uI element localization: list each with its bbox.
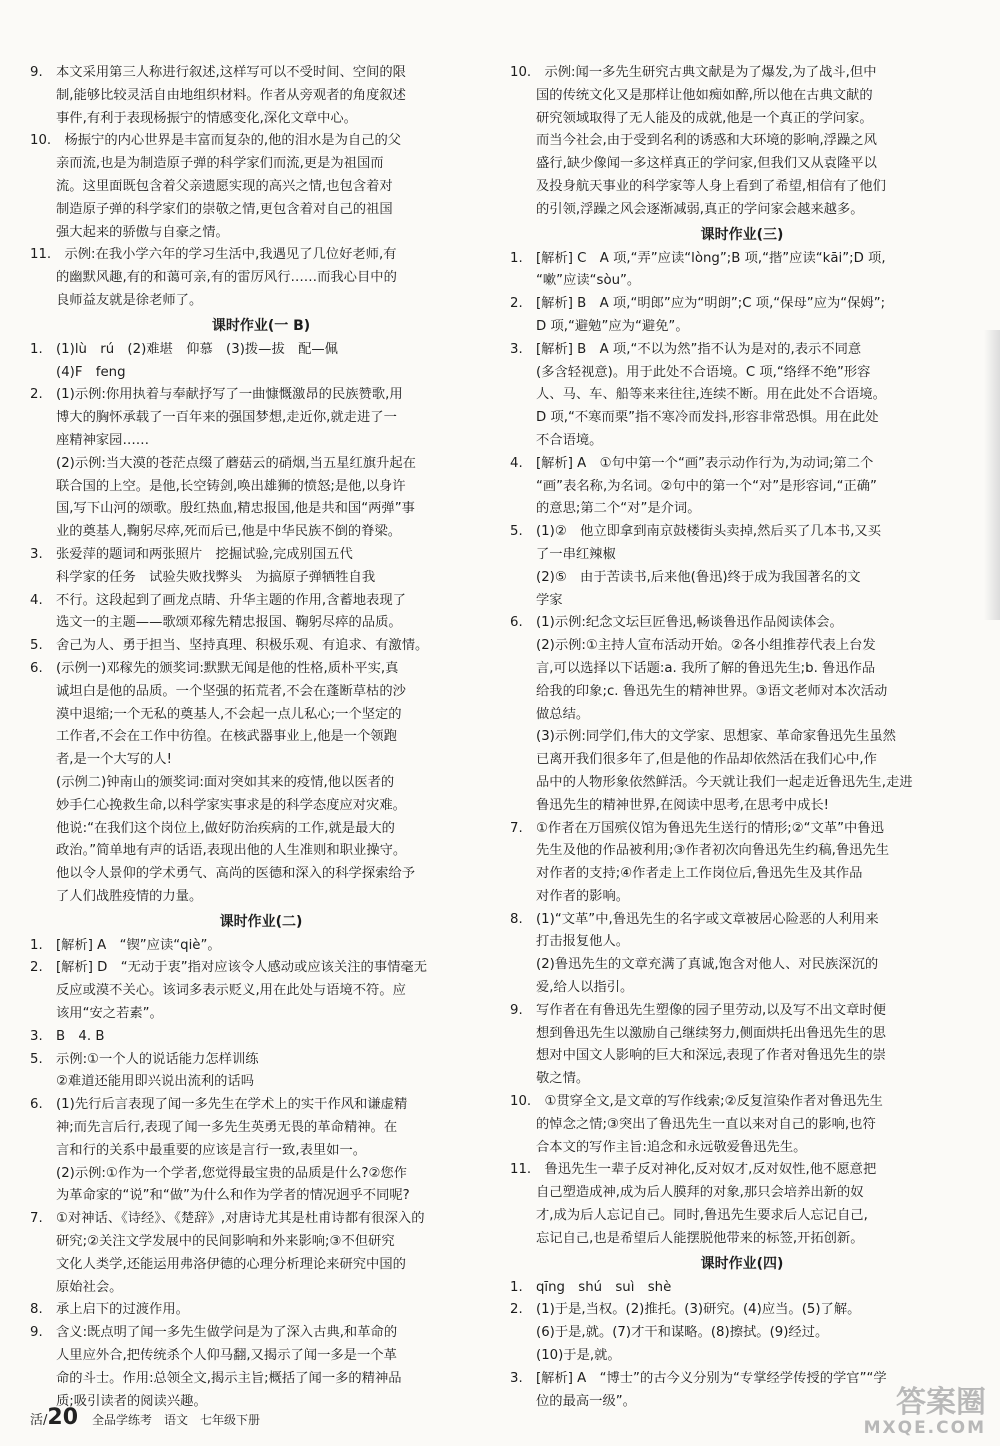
answer-line: D 项,“避勉”应为“避免”。 bbox=[536, 318, 689, 334]
answer-line: (6)于是,就。(7)才干和谋略。(8)擦拭。(9)经过。 bbox=[536, 1325, 829, 1341]
answer-line-first: 2. [解析] D “无动于衷”指对应该令人感动或应该关注的事情毫无 bbox=[30, 960, 428, 976]
answer-item bbox=[30, 1026, 492, 1049]
answer-line-first: 5. 示例:①一个人的说话能力怎样训练 bbox=[30, 1051, 259, 1067]
answer-item bbox=[30, 339, 492, 385]
watermark-url: MXQE.COM bbox=[863, 1418, 986, 1438]
answer-line-first: 9. 本文采用第三人称进行叙述,这样写可以不受时间、空间的限 bbox=[30, 65, 406, 80]
answer-line: 漠中退缩;一个无私的奠基人,不会起一点儿私心;一个坚定的 bbox=[56, 706, 402, 722]
answer-line: 诚坦白是他的品质。一个坚强的拓荒者,不会在蓬断草枯的沙 bbox=[56, 683, 406, 699]
right-column bbox=[510, 62, 974, 1413]
answer-line: 学家 bbox=[536, 592, 563, 608]
answer-line: (3)示例:同学们,伟大的文学家、思想家、革命家鲁迅先生虽然 bbox=[536, 729, 896, 745]
answer-line: 该用“安之若素”。 bbox=[56, 1006, 163, 1022]
answer-line-first: 5. 舍己为人、勇于担当、坚持真理、积极乐观、有追求、有激情。 bbox=[30, 638, 429, 654]
watermark-text: 答案圈 bbox=[896, 1385, 986, 1420]
answer-line: 他以令人景仰的学术勇气、高尚的医德和深入的科学探索给予 bbox=[56, 866, 416, 882]
answer-line: 想对中国文人影响的巨大和深远,表现了作者对鲁迅先生的崇 bbox=[536, 1048, 886, 1064]
page-edge-shadow bbox=[984, 330, 1000, 620]
answer-line-first: 7. ①作者在万国殡仪馆为鲁迅先生送行的情形;②“文革”中鲁迅 bbox=[510, 820, 884, 836]
answer-line: 对作者的支持;④作者走上工作岗位后,鲁迅先生及其作品 bbox=[536, 866, 863, 882]
answer-line: 亲而流,也是为制造原子弹的科学家们而流,更是为祖国而 bbox=[56, 156, 384, 172]
answer-line: 业的奠基人,鞠躬尽瘁,死而后已,他是中华民族不倒的脊梁。 bbox=[56, 524, 402, 540]
answer-line: “嗽”应读“sòu”。 bbox=[536, 273, 641, 289]
answer-line: 人、马、车、船等来来往往,连续不断。用在此处不合语境。 bbox=[536, 387, 886, 403]
answer-line: (2)⑤ 由于苦读书,后来他(鲁迅)终于成为我国著名的文 bbox=[536, 569, 861, 585]
answer-line: “画”表名称,为名词。②句中的第一个“对”是形容词,“正确” bbox=[536, 478, 877, 494]
answer-line: 良师益友就是徐老师了。 bbox=[56, 292, 203, 308]
answer-item bbox=[30, 1322, 492, 1413]
answer-line: 对作者的影响。 bbox=[536, 888, 630, 904]
answer-line: 文化人类学,还能运用弗洛伊德的心理分析理论来研究中国的 bbox=[56, 1256, 406, 1272]
answer-line-first: 8. 承上启下的过渡作用。 bbox=[30, 1302, 189, 1318]
answer-line-first: 5. (1)② 他立即拿到南京鼓楼街头卖掉,然后买了几本书,又买 bbox=[510, 524, 882, 540]
answer-line-first: 1. [解析] A “锲”应读“qiè”。 bbox=[30, 937, 221, 953]
answer-item bbox=[510, 293, 974, 339]
answer-line: 座精神家园…… bbox=[56, 432, 150, 448]
answer-line: 研究;②关注文学发展中的民间影响和外来影响;③不但研究 bbox=[56, 1234, 395, 1250]
answer-item bbox=[510, 248, 974, 294]
answer-line: (2)示例:①主持人宣布活动开始。②各小组推荐代表上台发 bbox=[536, 638, 876, 654]
answer-line-first: 9. 写作者在有鲁迅先生塑像的园子里劳动,以及写不出文章时便 bbox=[510, 1002, 886, 1018]
answer-line: 事件,有利于表现杨振宁的情感变化,深化文章中心。 bbox=[56, 110, 357, 126]
answer-line: 的幽默风趣,有的和蔼可亲,有的雷厉风行……而我心目中的 bbox=[56, 270, 397, 286]
answer-line: 国,写下山河的颂歌。殷红热血,精忠报国,他是共和国“两弹”事 bbox=[56, 501, 415, 517]
answer-line: 选文一的主题——歌颂邓稼先精忠报国、鞠躬尽瘁的品质。 bbox=[56, 615, 402, 631]
answer-line: 博大的胸怀承载了一百年来的强国梦想,走近你,就走进了一 bbox=[56, 410, 397, 426]
answer-item bbox=[510, 62, 974, 222]
answer-line: 做总结。 bbox=[536, 706, 590, 722]
answer-line-first: 11. 鲁迅先生一辈子反对神化,反对奴才,反对奴性,他不愿意把 bbox=[510, 1162, 877, 1178]
answer-line: (4)F feng bbox=[56, 364, 126, 380]
answer-line-first: 3. 张爱萍的题词和两张照片 挖掘试验,完成别国五代 bbox=[30, 546, 353, 562]
answer-line-first: 7. ①对神话、《诗经》、《楚辞》,对唐诗尤其是杜甫诗都有很深入的 bbox=[30, 1211, 425, 1227]
answer-item bbox=[30, 384, 492, 544]
answer-line: 原始社会。 bbox=[56, 1279, 123, 1295]
answer-line: 了人们战胜疫情的力量。 bbox=[56, 888, 203, 904]
left-column bbox=[30, 62, 492, 1413]
answer-item bbox=[510, 1159, 974, 1250]
answer-line-first: 1. qīng shú suì shè bbox=[510, 1279, 672, 1295]
answer-item bbox=[30, 62, 492, 130]
answer-line: 先生及他的作品被利用;③作者初次向鲁迅先生约稿,鲁迅先生 bbox=[536, 843, 890, 859]
answer-line: 质;吸引读者的阅读兴趣。 bbox=[56, 1393, 207, 1409]
section-title: 课时作业(四) bbox=[700, 1255, 784, 1272]
answer-line: 言和行的关系中最重要的应该是言行一致,表里如一。 bbox=[56, 1142, 367, 1158]
answer-line-first: 10. 示例:闻一多先生研究古典文献是为了爆发,为了战斗,但中 bbox=[510, 65, 877, 80]
answer-line: 联合国的上空。是他,长空铸剑,唤出雄狮的愤怒;是他,以身许 bbox=[56, 478, 406, 494]
answer-line-first: 3. B 4. B bbox=[30, 1028, 105, 1044]
answer-item bbox=[510, 909, 974, 1000]
answer-line: 已离开我们很多年了,但是他的作品却依然活在我们心中,作 bbox=[536, 752, 877, 768]
answer-item bbox=[510, 612, 974, 817]
answer-line: 妙手仁心挽救生命,以科学家实事求是的科学态度应对灾难。 bbox=[56, 797, 406, 813]
answer-line: 他说:“在我们这个岗位上,做好防治疾病的工作,就是最大的 bbox=[56, 820, 395, 836]
answer-item bbox=[30, 244, 492, 312]
answer-line-first: 4. 不行。这段起到了画龙点睛、升华主题的作用,含蓄地表现了 bbox=[30, 592, 406, 608]
answer-line-first: 6. (1)示例:纪念文坛巨匠鲁迅,畅谈鲁迅作品阅读体会。 bbox=[510, 615, 843, 631]
answer-item bbox=[30, 1094, 492, 1208]
answer-line: 忘记自己,也是希望后人能摆脱他带来的标签,开拓创新。 bbox=[536, 1230, 864, 1246]
answer-line: 不合语境。 bbox=[536, 432, 603, 448]
answer-line-first: 10. 杨振宁的内心世界是丰富而复杂的,他的泪水是为自己的父 bbox=[30, 133, 402, 149]
answer-line: 想到鲁迅先生以激励自己继续努力,侧面烘托出鲁迅先生的思 bbox=[536, 1025, 886, 1041]
answer-line: ②难道还能用即兴说出流利的话吗 bbox=[56, 1074, 255, 1090]
answer-line-first: 3. [解析] B A 项,“不以为然”指不认为是对的,表示不同意 bbox=[510, 341, 862, 357]
answer-line: 制,能够比较灵活自由地组织材料。作者从旁观者的角度叙述 bbox=[56, 87, 406, 103]
answer-item bbox=[30, 1208, 492, 1299]
answer-line-first: 6. (1)先行后言表现了闻一多先生在学术上的实干作风和谦虚精 bbox=[30, 1097, 408, 1113]
answer-line: (2)示例:①作为一个学者,您觉得最宝贵的品质是什么?②您作 bbox=[56, 1165, 407, 1181]
answer-item bbox=[30, 1299, 492, 1322]
answer-line-first: 3. [解析] A “博士”的古今义分别为“专掌经学传授的学官”“学 bbox=[510, 1370, 887, 1386]
answer-line: 科学家的任务 试验失败找弊头 为搞原子弹牺牲自我 bbox=[56, 569, 376, 585]
answer-item bbox=[30, 658, 492, 909]
answer-line: (2)鲁迅先生的文章充满了真诚,饱含对他人、对民族深沉的 bbox=[536, 957, 879, 973]
answer-line-first: 1. (1)lù rú (2)难堪 仰慕 (3)拨—拔 配—佩 bbox=[30, 341, 338, 357]
answer-line: 而当今社会,由于受到名利的诱惑和大环境的影响,浮躁之风 bbox=[536, 133, 877, 149]
answer-line-first: 9. 含义:既点明了闻一多先生做学问是为了深入古典,和革命的 bbox=[30, 1325, 398, 1341]
answer-line-first: 1. [解析] C A 项,“弄”应读“lòng”;B 项,“揩”应读“kāi”;D 项, bbox=[510, 250, 886, 266]
answer-item bbox=[30, 957, 492, 1025]
watermark-logo bbox=[816, 1385, 986, 1440]
section-title: 课时作业(二) bbox=[219, 913, 303, 930]
answer-item bbox=[30, 130, 492, 244]
answer-line: 敬之情。 bbox=[536, 1071, 590, 1087]
answer-line: 工作者,不会在工作中彷徨。在核武器事业上,他是一个领跑 bbox=[56, 729, 397, 745]
answer-line-first: 4. [解析] A ①句中第一个“画”表示动作行为,为动词;第二个 bbox=[510, 455, 874, 471]
answer-line: 的引领,浮躁之风会逐渐减弱,真正的学问家会越来越多。 bbox=[536, 201, 864, 217]
answer-line: 流。这里面既包含着父亲遗愿实现的高兴之情,也包含着对 bbox=[56, 178, 393, 194]
answer-item bbox=[510, 1299, 974, 1367]
page-footer bbox=[30, 1405, 260, 1430]
answer-item bbox=[510, 453, 974, 521]
answer-line: (2)示例:当大漠的苍茫点缀了蘑菇云的硝烟,当五星红旗升起在 bbox=[56, 455, 416, 471]
answer-line: 强大起来的骄傲与自豪之情。 bbox=[56, 224, 229, 240]
answer-line: 自己塑造成神,成为后人膜拜的对象,那只会培养出新的奴 bbox=[536, 1185, 864, 1201]
answer-line: (多含轻视意)。用于此处不合语境。C 项,“络绎不绝”形容 bbox=[536, 364, 871, 380]
answer-line: 的悼念之情;③突出了鲁迅先生一直以来对自己的影响,也符 bbox=[536, 1116, 876, 1132]
answer-line: 盛行,缺少像闻一多这样真正的学问家,但我们又从袁隆平以 bbox=[536, 156, 877, 172]
answer-line: 才,成为后人忘记自己。同时,鲁迅先生要求后人忘记自己, bbox=[536, 1208, 868, 1224]
book-title: 全品学练考 语文 七年级下册 bbox=[92, 1413, 261, 1427]
answer-line: 及投身航天事业的科学家等人身上看到了希望,相信有了他们 bbox=[536, 178, 886, 194]
answer-item bbox=[510, 339, 974, 453]
answer-line: (10)于是,就。 bbox=[536, 1348, 621, 1364]
page-number: 20 bbox=[47, 1405, 79, 1430]
answer-line: D 项,“不寒而栗”指不寒冷而发抖,形容非常恐惧。用在此处 bbox=[536, 410, 879, 426]
page-prefix: 活/ bbox=[30, 1413, 48, 1428]
answer-line: (示例二)钟南山的颁奖词:面对突如其来的疫情,他以医者的 bbox=[56, 774, 395, 790]
answer-line-first: 2. (1)示例:你用执着与奉献抒写了一曲慷慨激昂的民族赞歌,用 bbox=[30, 387, 403, 403]
answer-line: 打击报复他人。 bbox=[536, 934, 630, 950]
section-title: 课时作业(三) bbox=[700, 226, 784, 243]
answer-line: 合本文的写作主旨:追念和永远敬爱鲁迅先生。 bbox=[536, 1139, 807, 1155]
section-title: 课时作业(一 B) bbox=[211, 317, 311, 334]
answer-line: 者,是一个大写的人! bbox=[56, 752, 172, 768]
answer-item bbox=[510, 1277, 974, 1300]
answer-item bbox=[510, 1000, 974, 1091]
answer-line: 神;而先言后行,表现了闻一多先生英勇无畏的革命精神。在 bbox=[56, 1120, 398, 1136]
answer-line-first: 11. 示例:在我小学六年的学习生活中,我遇见了几位好老师,有 bbox=[30, 247, 397, 263]
answer-line: 反应或漠不关心。该词多表示贬义,用在此处与语境不符。应 bbox=[56, 983, 406, 999]
answer-line: 研究领域取得了无人能及的成就,他是一个真正的学问家。 bbox=[536, 110, 873, 126]
answer-item bbox=[30, 635, 492, 658]
answer-line: 了一串红辣椒 bbox=[536, 546, 616, 562]
answer-item bbox=[510, 818, 974, 909]
answer-line: 爱,给人以指引。 bbox=[536, 980, 634, 996]
answer-item bbox=[510, 1091, 974, 1159]
answer-line: 为革命家的“说”和“做”为什么和作为学者的情况迥乎不同呢? bbox=[56, 1188, 410, 1204]
answer-line: 制造原子弹的科学家们的崇敬之情,更包含着对自己的祖国 bbox=[56, 201, 393, 217]
answer-line: 位的最高一级”。 bbox=[536, 1393, 636, 1409]
answer-item bbox=[30, 544, 492, 590]
answer-item bbox=[30, 935, 492, 958]
answer-line: 品中的人物形象依然鲜活。今天就让我们一起走近鲁迅先生,走进 bbox=[536, 774, 913, 790]
answer-line-first: 2. (1)于是,当权。(2)推托。(3)研究。(4)应当。(5)了解。 bbox=[510, 1302, 861, 1318]
answer-line-first: 8. (1)“文革”中,鲁迅先生的名字或文章被居心险恶的人利用来 bbox=[510, 911, 879, 927]
answer-line: 给我的印象;c. 鲁迅先生的精神世界。③语文老师对本次活动 bbox=[536, 683, 888, 699]
answer-item bbox=[30, 590, 492, 636]
answer-line: 人里应外合,把传统杀个人仰马翻,又揭示了闻一多是一个革 bbox=[56, 1348, 397, 1364]
answer-line-first: 6. (示例一)邓稼先的颁奖词:默默无闻是他的性格,质朴平实,真 bbox=[30, 660, 399, 676]
answer-item bbox=[510, 521, 974, 612]
answer-item bbox=[30, 1049, 492, 1095]
answer-line: 国的传统文化又是那样让他如痴如醉,所以他在古典文献的 bbox=[536, 87, 873, 103]
answer-line-first: 10. ①贯穿全文,是文章的写作线索;②反复渲染作者对鲁迅先生 bbox=[510, 1094, 883, 1110]
answer-line: 言,可以选择以下话题:a. 我所了解的鲁迅先生;b. 鲁迅作品 bbox=[536, 660, 876, 676]
answer-line: 的意思;第二个“对”是介词。 bbox=[536, 501, 701, 517]
answer-line: 命的斗士。作用:总领全文,揭示主旨;概括了闻一多的精神品 bbox=[56, 1370, 402, 1386]
answer-line-first: 2. [解析] B A 项,“明郎”应为“明朗”;C 项,“保母”应为“保姆”; bbox=[510, 296, 886, 312]
answer-line: 鲁迅先生的精神世界,在阅读中思考,在思考中成长! bbox=[536, 797, 830, 813]
answer-line: 政治。”简单地有声的话语,表现出他的人生准则和职业操守。 bbox=[56, 843, 407, 859]
